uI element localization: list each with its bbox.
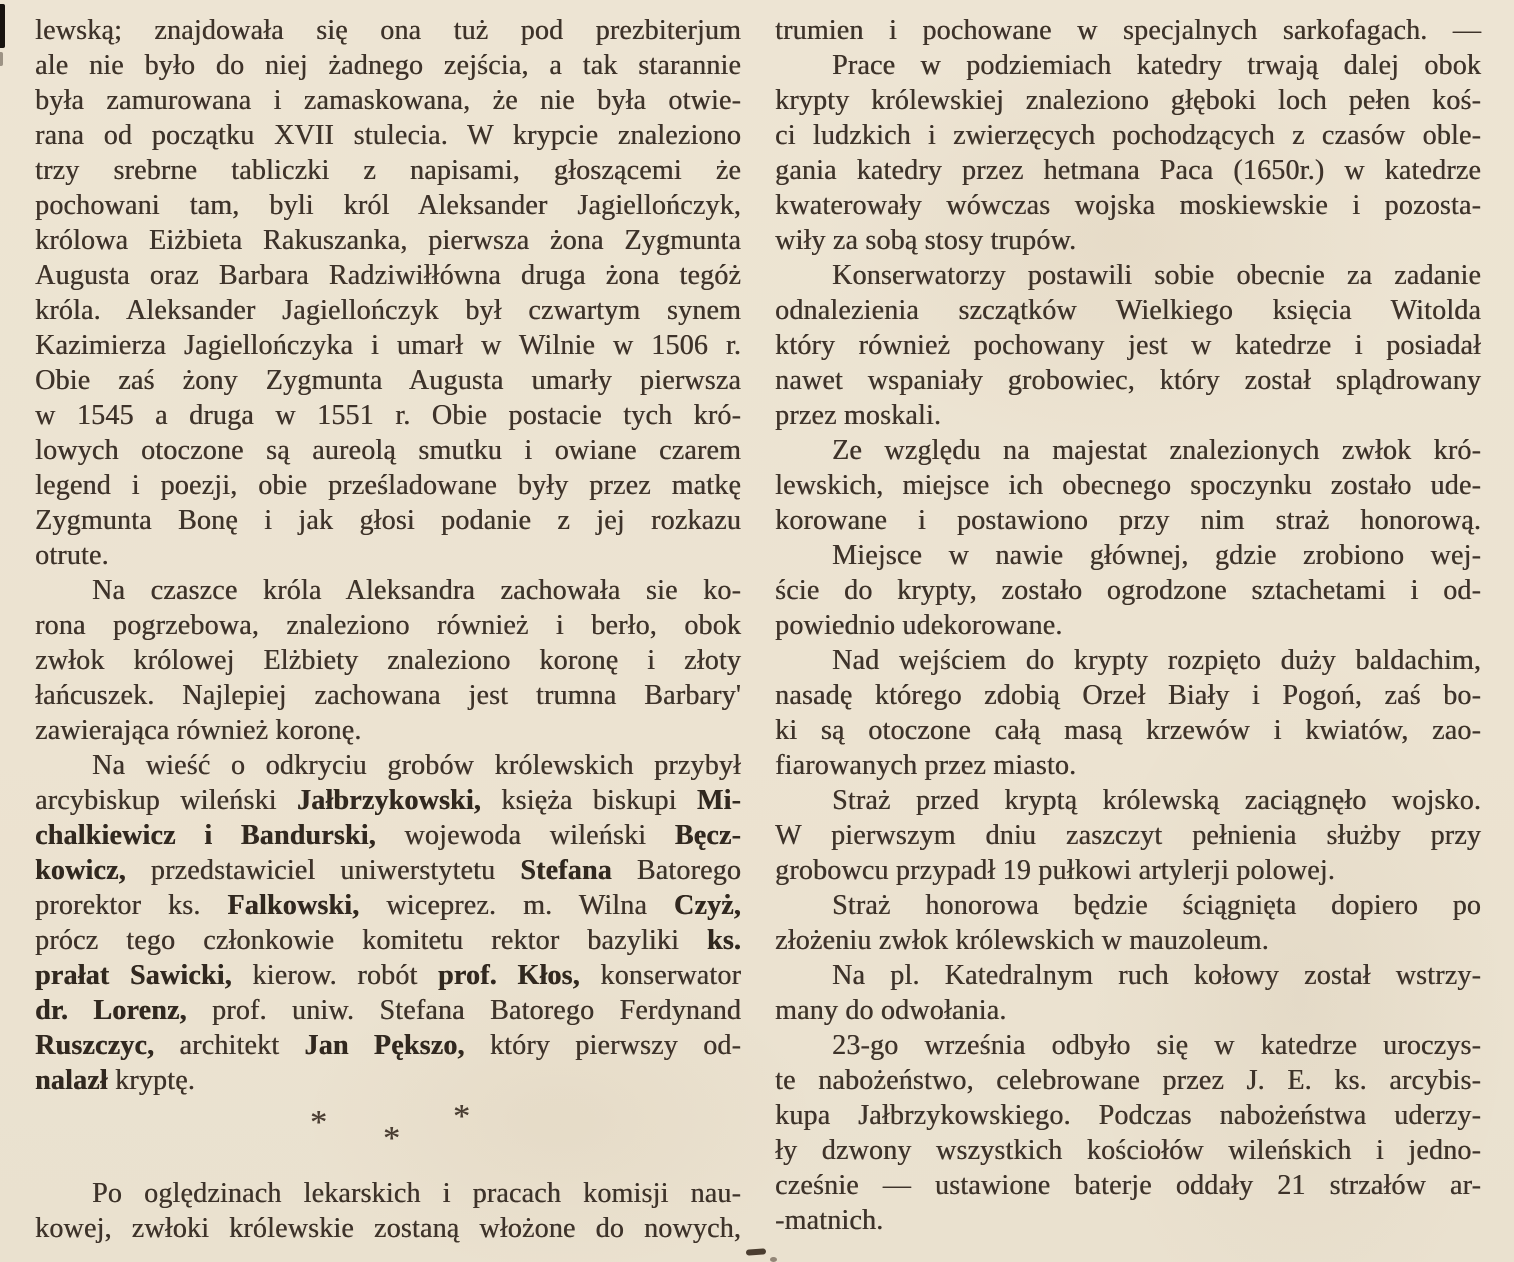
scan-artifact [0,52,3,66]
text-line [35,433,741,468]
text-line [35,118,741,153]
asterisk-glyph: * [453,1098,470,1135]
text-segment: cześnie — ustawione baterje oddały 21 strzałów ar- [775,1170,1481,1201]
text-line [35,258,741,293]
text-segment: Na czaszce króla Aleksandra zachowała sie ko- [92,575,741,606]
scan-artifact [746,1248,766,1255]
text-segment: architekt [154,1030,305,1061]
text-line [775,188,1481,223]
text-line [775,503,1481,538]
text-segment: konserwator [579,960,741,991]
text-line [775,958,1481,993]
text-line [775,433,1481,468]
text-segment: nasadę którego zdobią Orzeł Biały i Pogoń, zaś bo- [775,680,1481,711]
text-line [35,188,741,223]
text-line [35,48,741,83]
text-segment: wiły za sobą stosy trupów. [775,225,1077,256]
text-line [35,1176,741,1211]
text-segment: gania katedry przez hetmana Paca (1650r.) w katedrze [775,155,1481,186]
text-line [775,818,1481,853]
text-segment: odnalezienia szczątków Wielkiego księcia Witolda [775,295,1481,326]
text-segment: Zygmunta Bonę i jak głosi podanie z jej rozkazu [35,505,741,536]
text-line [35,398,741,433]
text-segment: zwłok królowej Elżbiety znaleziono koronę i złoty [35,645,741,676]
text-segment: kwaterowały wówczas wojska moskiewskie i pozosta- [775,190,1481,221]
text-segment: prof. uniw. Stefana Batorego Ferdynand [186,995,741,1026]
text-line [775,783,1481,818]
text-segment: Nad wejściem do krypty rozpięto duży baldachim, [832,645,1481,676]
text-segment: Obie zaś żony Zygmunta Augusta umarły pierwsza [35,365,741,396]
text-line [35,153,741,188]
text-segment: łańcuszek. Najlepiej zachowana jest trumna Barbary' [35,680,741,711]
text-segment: wiceprez. m. Wilna [359,890,674,921]
bold-text: ks. [706,925,741,956]
text-segment: kupa Jałbrzykowskiego. Podczas nabożeństwa uderzy- [775,1100,1481,1131]
text-line [775,1028,1481,1063]
text-line [775,153,1481,188]
text-segment: korowane i postawiono przy nim straż honorową. [775,505,1481,536]
text-line [35,923,741,958]
text-segment: Po oględzinach lekarskich i pracach komisji nau- [92,1178,741,1209]
text-line [775,573,1481,608]
text-segment: królowa Eiżbieta Rakuszanka, pierwsza żona Zygmunta [35,225,741,256]
text-segment: który pierwszy od- [464,1030,741,1061]
text-line [775,398,1481,433]
bold-text: Bęcz- [674,820,741,851]
text-segment: rona pogrzebowa, znaleziono również i berło, obok [35,610,741,641]
text-segment: wojewoda wileński [375,820,675,851]
text-line [775,1098,1481,1133]
bold-text: chalkiewicz i Bandurski, [35,820,376,851]
text-segment: lewskich, miejsce ich obecnego spoczynku zostało ude- [775,470,1481,501]
text-segment: arcybiskup wileński [35,785,297,816]
text-segment: który również pochowany jest w katedrze i posiadał [775,330,1481,361]
scan-artifact [770,1257,777,1262]
text-line [775,363,1481,398]
text-line [775,1168,1481,1203]
text-line [775,748,1481,783]
text-segment: przez moskali. [775,400,942,431]
text-line [35,1211,741,1246]
bold-text: Stefana [520,855,612,886]
text-line [775,643,1481,678]
text-line [775,538,1481,573]
text-segment: fiarowanych przez miasto. [775,750,1077,781]
text-segment: prócz tego członkowie komitetu rektor bazyliki [35,925,707,956]
text-segment: W pierwszym dniu zaszczyt pełnienia służby przy [775,820,1481,851]
text-segment: krypty królewskiej znaleziono głęboki loch pełen koś- [775,85,1481,116]
text-line [775,1063,1481,1098]
text-line [35,573,741,608]
text-line [775,468,1481,503]
text-segment: trumien i pochowane w specjalnych sarkofagach. — [775,15,1481,46]
text-segment: kryptę. [107,1065,195,1096]
text-segment: te nabożeństwo, celebrowane przez J. E. ks. arcybis- [775,1065,1481,1096]
bold-text: prałat Sawicki, [35,960,232,991]
text-line [775,328,1481,363]
text-segment: zawierająca również koronę. [35,715,362,746]
text-segment: grobowcu przypadł 19 pułkowi artylerji polowej. [775,855,1335,886]
text-segment: prorektor ks. [35,890,228,921]
two-column-text-block [35,13,1514,1246]
text-line [775,118,1481,153]
asterisk-glyph: * [310,1104,327,1141]
text-segment: lowych otoczone są aureolą smutku i owiane czarem [35,435,741,466]
text-segment: ki są otoczone całą masą krzewów i kwiatów, zao- [775,715,1481,746]
text-line [775,83,1481,118]
text-segment: otrute. [35,540,109,571]
text-line [775,993,1481,1028]
bold-text: nalazł [35,1065,108,1096]
text-line [775,1133,1481,1168]
right-column [775,13,1481,1246]
bold-text: Mi- [696,785,741,816]
text-line [775,608,1481,643]
text-segment: była zamurowana i zamaskowana, że nie była otwie- [35,85,741,116]
bold-text: prof. Kłos, [437,960,580,991]
text-segment: Na pl. Katedralnym ruch kołowy został wstrzy- [832,960,1481,991]
text-line [775,713,1481,748]
text-line [775,223,1481,258]
asterisk-glyph: * [383,1120,400,1157]
text-segment: ły dzwony wszystkich kościołów wileńskich i jedno- [775,1135,1481,1166]
section-divider-asterism [35,1098,741,1176]
text-segment: złożeniu zwłok królewskich w mauzoleum. [775,925,1269,956]
bold-text: Jałbrzykowski, [296,785,481,816]
bold-text: Jan Pększo, [304,1030,465,1061]
text-line [35,13,741,48]
text-segment: króla. Aleksander Jagiellończyk był czwartym synem [35,295,741,326]
text-line [35,643,741,678]
bold-text: Ruszczyc, [35,1030,155,1061]
text-line [35,678,741,713]
text-line [35,993,741,1028]
text-segment: kowej, zwłoki królewskie zostaną włożone do nowych, [35,1213,741,1244]
text-segment: powiednio udekorowane. [775,610,1063,641]
text-segment: -matnich. [775,1205,884,1236]
text-segment: ci ludzkich i zwierzęcych pochodzących z czasów oble- [775,120,1481,151]
text-line [35,328,741,363]
text-line [35,1028,741,1063]
text-segment: many do odwołania. [775,995,1007,1026]
text-segment: ale nie było do niej żadnego zejścia, a tak starannie [35,50,741,81]
text-segment: trzy srebrne tabliczki z napisami, głoszącemi że [35,155,741,186]
text-line [35,83,741,118]
text-segment: pochowani tam, byli król Aleksander Jagiellończyk, [35,190,741,221]
text-line [775,923,1481,958]
bold-text: Czyż, [673,890,741,921]
bold-text: dr. Lorenz, [35,995,187,1026]
text-line [35,888,741,923]
bold-text: kowicz, [35,855,126,886]
text-segment: lewską; znajdowała się ona tuż pod prezbiterjum [35,15,741,46]
text-segment: przedstawiciel uniwerstytetu [125,855,521,886]
text-line [775,258,1481,293]
text-segment: nawet wspaniały grobowiec, który został splądrowany [775,365,1481,396]
text-line [35,608,741,643]
text-segment: rana od początku XVII stulecia. W krypcie znaleziono [35,120,741,151]
text-line [35,363,741,398]
text-segment: w 1545 a druga w 1551 r. Obie postacie tych kró- [35,400,741,431]
text-segment: Ze względu na majestat znalezionych zwłok kró- [832,435,1481,466]
bold-text: Falkowski, [227,890,360,921]
text-line [35,223,741,258]
text-segment: Miejsce w nawie głównej, gdzie zrobiono wej- [832,540,1481,571]
text-segment: księża biskupi [480,785,697,816]
text-line [35,468,741,503]
text-line [35,748,741,783]
text-segment: ście do krypty, zostało ogrodzone sztachetami i od- [775,575,1481,606]
text-line [775,678,1481,713]
text-line [35,293,741,328]
text-line [775,853,1481,888]
text-segment: Kazimierza Jagiellończyka i umarł w Wilnie w 1506 r. [35,330,741,361]
text-line [775,888,1481,923]
text-line [35,958,741,993]
text-segment: Straż przed kryptą królewską zaciągnęło wojsko. [832,785,1481,816]
text-line [35,1063,741,1098]
text-segment: kierow. robót [231,960,438,991]
text-segment: 23-go września odbyło się w katedrze uroczys- [832,1030,1481,1061]
text-line [35,783,741,818]
scan-artifact [0,4,5,48]
text-line [35,503,741,538]
text-segment: Straż honorowa będzie ściągnięta dopiero po [832,890,1481,921]
text-segment: Na wieść o odkryciu grobów królewskich przybył [92,750,741,781]
text-segment: legend i poezji, obie prześladowane były przez matkę [35,470,741,501]
text-line [775,48,1481,83]
text-segment: Prace w podziemiach katedry trwają dalej obok [832,50,1481,81]
text-segment: Batorego [611,855,741,886]
text-line [775,1203,1481,1238]
text-line [775,13,1481,48]
text-line [35,818,741,853]
text-segment: Augusta oraz Barbara Radziwiłłówna druga żona tegóż [35,260,741,291]
text-line [775,293,1481,328]
text-segment: Konserwatorzy postawili sobie obecnie za zadanie [832,260,1481,291]
text-line [35,538,741,573]
text-line [35,713,741,748]
left-column [35,13,741,1246]
text-line [35,853,741,888]
